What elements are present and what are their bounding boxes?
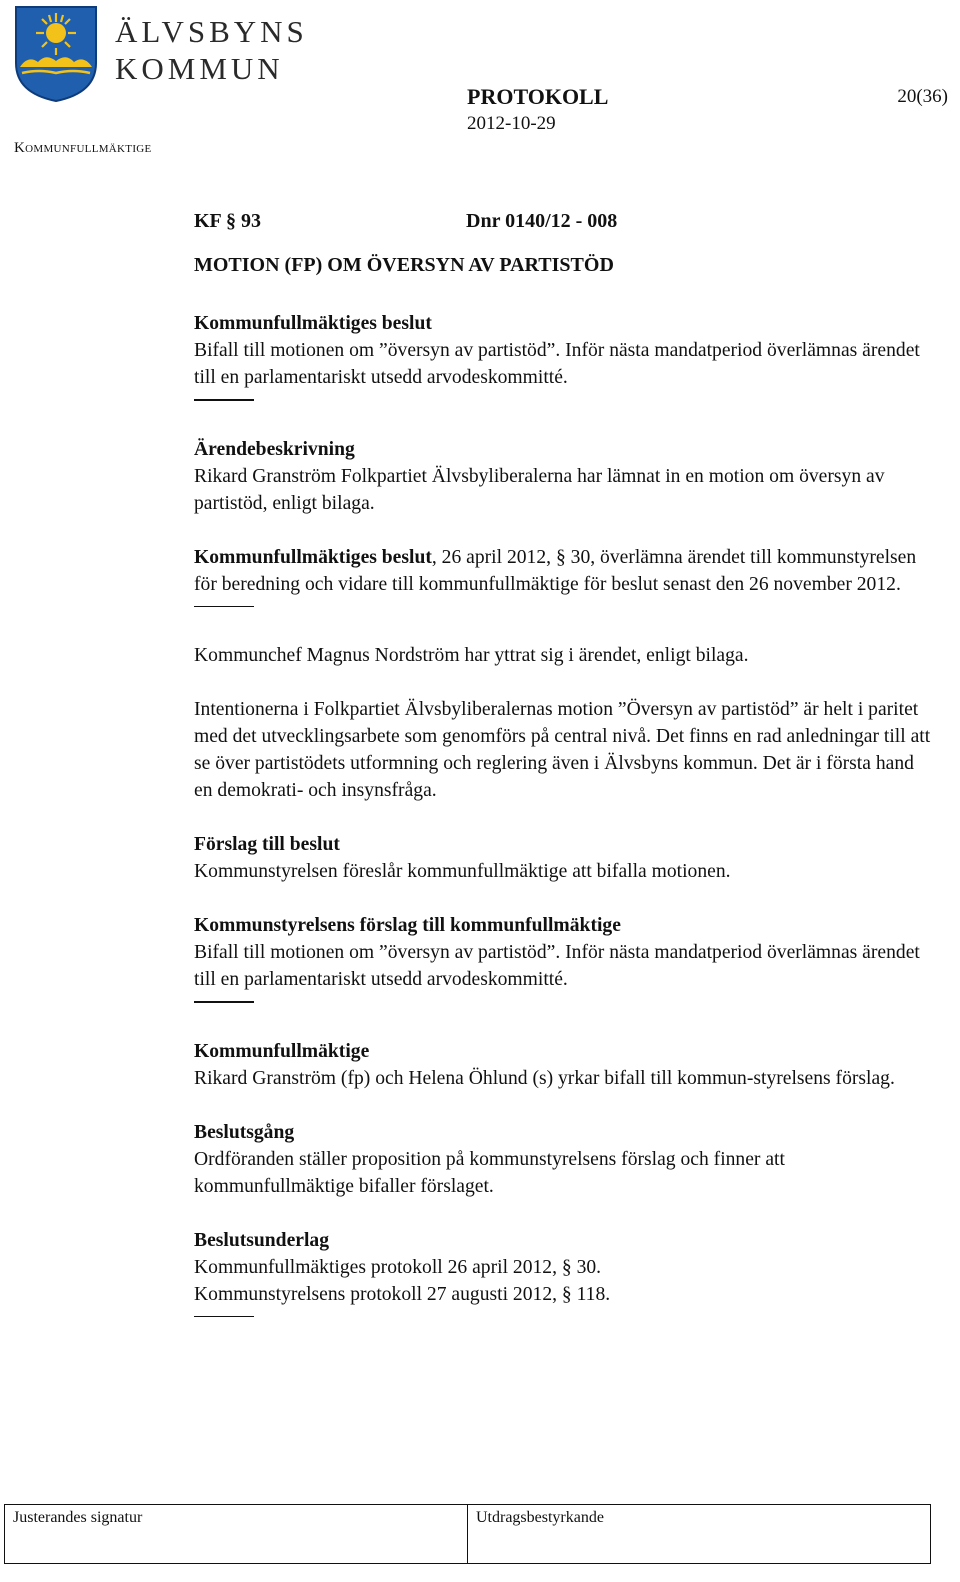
- diary-number: Dnr 0140/12 - 008: [466, 210, 618, 232]
- prior-decision-lead: Kommunfullmäktiges beslut: [194, 546, 432, 568]
- basis-heading: Beslutsunderlag: [194, 1229, 330, 1251]
- ks-proposal-heading: Kommunstyrelsens förslag till kommunfullmäktige: [194, 915, 621, 936]
- coat-of-arms-logo: [14, 5, 98, 103]
- decision-text: Bifall till motionen om ”översyn av partistöd”. Inför nästa mandatperiod överlämnas ärendet till en parlamentariskt utsedd arvodeskommitté.: [194, 340, 920, 388]
- description-heading: Ärendebeskrivning: [194, 438, 355, 460]
- decision-heading: Kommunfullmäktiges beslut: [194, 313, 432, 334]
- document-body: [194, 208, 934, 1352]
- extract-label: Utdragsbestyrkande: [476, 1509, 604, 1526]
- divider: [194, 1316, 254, 1318]
- description-text: Rikard Granström Folkpartiet Älvsbyliberalerna har lämnat in en motion om översyn av partistöd, enligt bilaga.: [194, 465, 885, 514]
- intent-text: Intentionerna i Folkpartiet Älvsbyliberalernas motion ”Översyn av partistöd” är helt i paritet med det utvecklingsarbete som genomförs på central nivå. Det finns en rad anledningar till att se över partistödets utformning och reglering även i Älvsbyns kommun. Det är i första hand en demokrati- och insynsfråga.: [194, 699, 931, 801]
- unit-name: Kommunfullmäktige: [14, 140, 152, 156]
- shield-sun-icon: [14, 5, 98, 103]
- divider: [194, 1001, 254, 1003]
- document-date: 2012-10-29: [467, 113, 556, 134]
- municipality-name-line2: KOMMUN: [115, 51, 284, 86]
- case-title: MOTION (FP) OM ÖVERSYN AV PARTISTÖD: [194, 254, 614, 276]
- proposal-heading: Förslag till beslut: [194, 834, 340, 855]
- procedure-heading: Beslutsgång: [194, 1121, 295, 1143]
- signature-footer: [4, 1504, 931, 1564]
- ks-proposal-text: Bifall till motionen om ”översyn av partistöd”. Inför nästa mandatperiod överlämnas ärendet till en parlamentariskt utsedd arvodeskommitté.: [194, 942, 920, 990]
- divider: [194, 606, 254, 608]
- paragraph-ref: KF § 93: [194, 210, 262, 232]
- municipality-name-line1: ÄLVSBYNS: [115, 14, 308, 49]
- council-text: Rikard Granström (fp) och Helena Öhlund (s) yrkar bifall till kommun-styrelsens förslag.: [194, 1067, 895, 1089]
- prior-decision-paragraph: [194, 544, 934, 598]
- council-heading: Kommunfullmäktige: [194, 1040, 370, 1062]
- signature-label: Justerandes signatur: [13, 1509, 143, 1526]
- extract-cell: [467, 1505, 930, 1563]
- proposal-text: Kommunstyrelsen föreslår kommunfullmäktige att bifalla motionen.: [194, 861, 731, 882]
- statement-text: Kommunchef Magnus Nordström har yttrat sig i ärendet, enligt bilaga.: [194, 645, 749, 666]
- basis-line-2: Kommunstyrelsens protokoll 27 augusti 2012, § 118.: [194, 1283, 611, 1305]
- prior-decision-text: , 26 april 2012, § 30, överlämna ärendet till kommunstyrelsen för beredning och vidare till kommunfullmäktige för beslut senast den 26 november 2012.: [194, 546, 917, 595]
- procedure-text: Ordföranden ställer proposition på kommunstyrelsens förslag och finner att kommunfullmäktige bifaller förslaget.: [194, 1148, 785, 1197]
- signature-cell: [5, 1505, 467, 1563]
- divider: [194, 399, 254, 401]
- document-type: PROTOKOLL: [467, 84, 609, 109]
- case-reference: [194, 208, 934, 238]
- basis-line-1: Kommunfullmäktiges protokoll 26 april 2012, § 30.: [194, 1256, 602, 1278]
- page-number: 20(36): [897, 86, 948, 107]
